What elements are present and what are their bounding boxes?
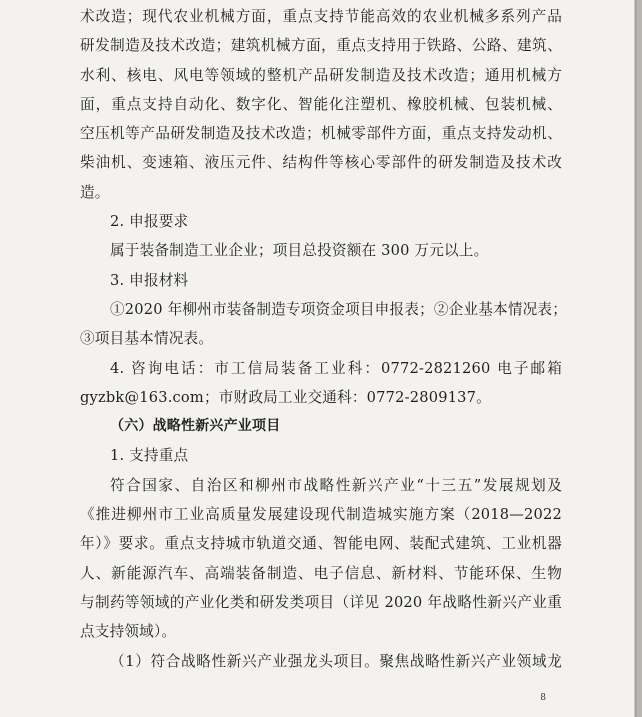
section-subheading: 2. 申报要求 bbox=[110, 213, 189, 231]
body-text-line: 术改造；现代农业机械方面，重点支持节能高效的农业机械多系列产品 bbox=[80, 8, 562, 25]
body-text-line: 点支持领域）。 bbox=[80, 623, 177, 641]
body-text-line: 人、新能源汽车、高端装备制造、电子信息、新材料、节能环保、生物 bbox=[80, 564, 562, 582]
body-text-line: 研发制造及技术改造；建筑机械方面，重点支持用于铁路、公路、建筑、 bbox=[80, 37, 562, 55]
body-text-line: 《推进柳州市工业高质量发展建设现代制造城实施方案（2018—2022 bbox=[80, 506, 562, 524]
body-text-line: （1）符合战略性新兴产业强龙头项目。聚焦战略性新兴产业领域龙 bbox=[110, 652, 562, 670]
body-text-line: 年）》要求。重点支持城市轨道交通、智能电网、装配式建筑、工业机器 bbox=[80, 535, 562, 553]
contact-line: 4. 咨询电话：市工信局装备工业科：0772-2821260 电子邮箱 bbox=[110, 359, 562, 377]
body-text-line: 属于装备制造工业企业；项目总投资额在 300 万元以上。 bbox=[110, 242, 489, 260]
body-text-line: 面，重点支持自动化、数字化、智能化注塑机、橡胶机械、包装机械、 bbox=[80, 95, 562, 113]
section-heading: （六）战略性新兴产业项目 bbox=[110, 418, 281, 435]
body-text-line: 符合国家、自治区和柳州市战略性新兴产业“十三五”发展规划及 bbox=[110, 476, 562, 494]
contact-line: gyzbk@163.com；市财政局工业交通科：0772-2809137。 bbox=[80, 388, 491, 406]
body-text-line: 水利、核电、风电等领域的整机产品研发制造及技术改造；通用机械方 bbox=[80, 66, 562, 84]
page-number: 8 bbox=[540, 693, 546, 703]
body-text-line: 与制药等领域的产业化类和研发类项目（详见 2020 年战略性新兴产业重 bbox=[80, 593, 562, 611]
document-body bbox=[80, 2, 568, 676]
body-text-line: ①2020 年柳州市装备制造专项资金项目申报表；②企业基本情况表； bbox=[110, 300, 568, 318]
body-text-line: 造。 bbox=[80, 183, 110, 201]
body-text-line: 柴油机、变速箱、液压元件、结构件等核心零部件的研发制造及技术改 bbox=[80, 154, 562, 172]
body-text-line: 空压机等产品研发制造及技术改造；机械零部件方面，重点支持发动机、 bbox=[80, 125, 562, 143]
section-subheading: 1. 支持重点 bbox=[110, 447, 189, 465]
body-text-line: ③项目基本情况表。 bbox=[80, 330, 214, 348]
section-subheading: 3. 申报材料 bbox=[110, 271, 189, 289]
